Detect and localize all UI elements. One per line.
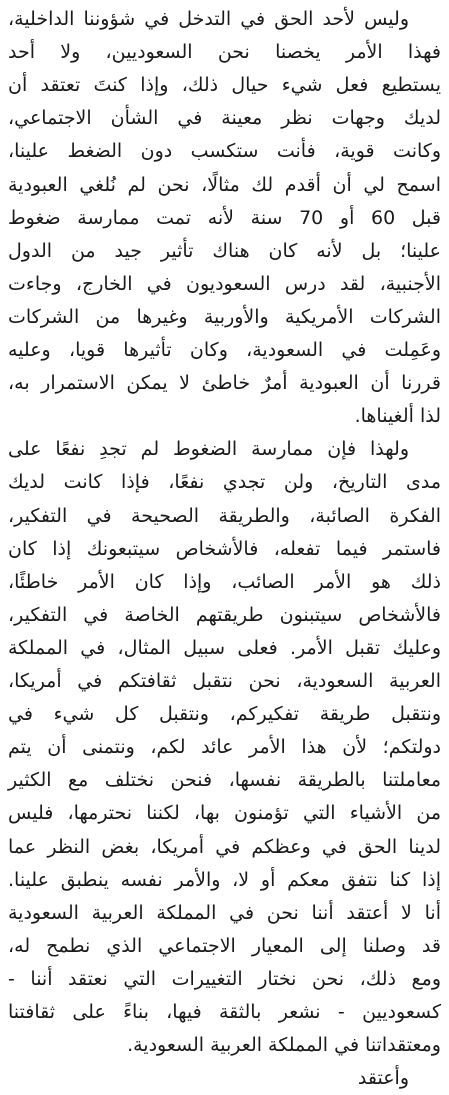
- text-line: وكانت قوية، فأنت ستكسب دون الضغط علينا،: [8, 140, 441, 163]
- text-line: وعليك تقبل الأمر. فعلى سبيل المثال، في المملكة: [8, 636, 441, 659]
- text-line: قبل 60 أو 70 سنة لأنه تمت ممارسة ضغوط: [8, 206, 441, 229]
- text-line: الأجنبية، لقد درس السعوديون في الخارج، وجاءت: [8, 272, 441, 295]
- text-line: قد وصلنا إلى المعيار الاجتماعي الذي نطمح له،: [8, 934, 441, 957]
- text-line: إذا كنا نتفق معكم أو لا، والأمر نفسه ينطبق علينا.: [8, 868, 441, 891]
- text-line: ومع ذلك، نحن نختار التغييرات التي نعتقد أننا -: [8, 967, 441, 990]
- text-line: لديك وجهات نظر معينة في الشأن الاجتماعي،: [8, 107, 441, 130]
- text-line: دولتكم؛ لأن هذا الأمر عائد لكم، ونتمنى أن يتم: [8, 736, 441, 759]
- text-line: اسمح لي أن أقدم لك مثالًا، نحن لم نُلغي العبودية: [8, 173, 441, 196]
- text-line: ومعتقداتنا في المملكة العربية السعودية.: [127, 1034, 441, 1057]
- text-line: لدينا الحق في وعظكم في أمريكا، بغض النظر عما: [8, 835, 441, 858]
- text-line: وليس لأحد الحق في التدخل في شؤوننا الداخلية،: [8, 8, 409, 30]
- text-line: ولهذا فإن ممارسة الضغوط لم تجدِ نفعًا على: [8, 438, 409, 461]
- text-line: وأعتقد: [357, 1067, 409, 1090]
- text-line: لذا ألغيناها.: [354, 405, 441, 428]
- text-line: فهذا الأمر يخصنا نحن السعوديين، ولا أحد: [8, 41, 441, 64]
- text-line: فاستمر فيما تفعله، فالأشخاص سيتبعونك إذا كان: [8, 537, 441, 560]
- text-line: أنا لا أعتقد أننا نحن في المملكة العربية السعودية: [8, 901, 441, 924]
- text-line: معاملتنا بالطريقة نفسها، فنحن نختلف مع الكثير: [8, 769, 441, 792]
- text-line: الفكرة الصائبة، والطريقة الصحيحة في التفكير،: [8, 504, 441, 527]
- text-line: من الأشياء التي تؤمنون بها، لكننا نحترمها، فليس: [8, 802, 441, 825]
- text-line: ذلك هو الأمر الصائب، وإذا كان الأمر خاطئًا،: [8, 570, 441, 593]
- text-line: مدى التاريخ، ولن تجدي نفعًا، فإذا كانت لديك: [8, 471, 441, 494]
- text-line: وعَمِلت في السعودية، وكان تأثيرها قويا، وعليه: [8, 339, 441, 361]
- text-line: قررنا أن العبودية أمرٌ خاطئ لا يمكن الاستمرار به،: [8, 372, 441, 395]
- text-line: فالأشخاص سيتبنون طريقتهم الخاصة في التفكير،: [8, 603, 441, 626]
- text-line: العربية السعودية، نحن نتقبل ثقافتكم في أمريكا،: [8, 670, 441, 692]
- text-line: الشركات الأمريكية والأوربية وغيرها من الشركات: [8, 305, 441, 328]
- text-line: كسعوديين - نشعر بالثقة فيها، بناءً على ثقافتنا: [8, 1001, 441, 1023]
- text-line: ونتقبل طريقة تفكيركم، ونتقبل كل شيء في: [8, 703, 441, 726]
- text-line: علينا؛ بل لأنه كان هناك تأثير جيد من الدول: [8, 239, 441, 262]
- text-line: يستطيع فعل شيء حيال ذلك، وإذا كنتَ تعتقد أن: [8, 74, 441, 97]
